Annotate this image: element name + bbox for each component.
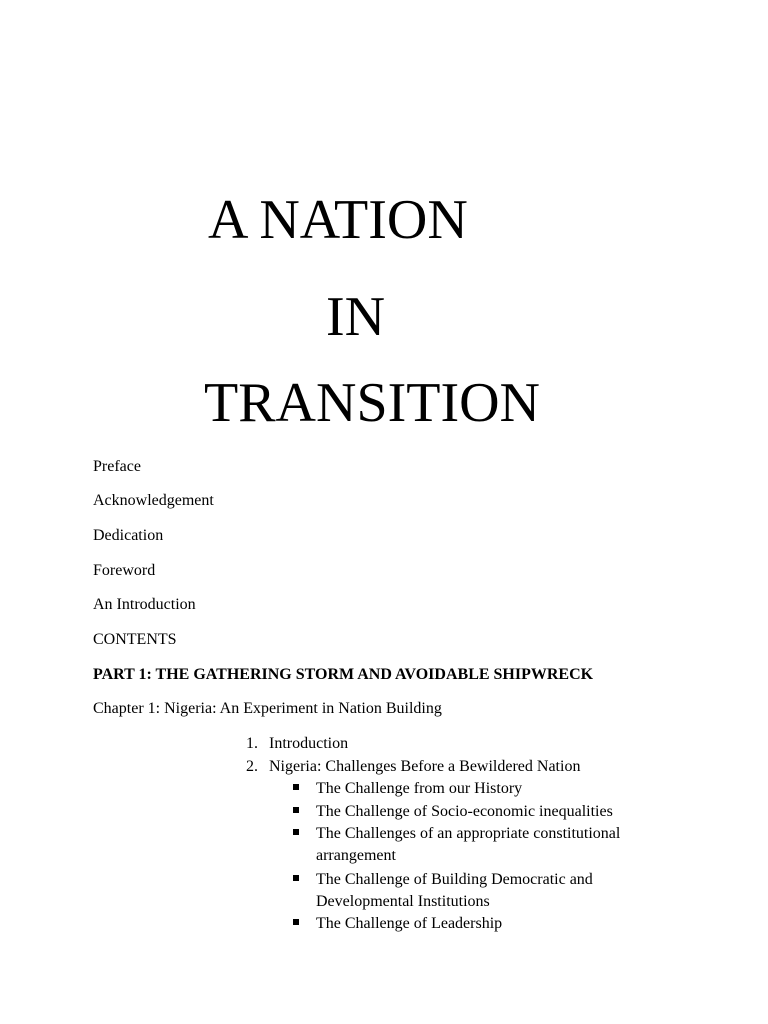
title-line-1: A NATION (208, 189, 468, 251)
bullet-text: The Challenge of Building Democratic and Developmental Institutions (316, 871, 593, 910)
square-bullet-icon (293, 807, 299, 813)
square-bullet-icon (293, 875, 299, 881)
bullet-item-4 (293, 869, 638, 913)
front-matter-contents: CONTENTS (93, 631, 177, 648)
front-matter-acknowledgement: Acknowledgement (93, 492, 214, 509)
square-bullet-icon (293, 919, 299, 925)
bullet-text: The Challenges of an appropriate constitutional arrangement (316, 825, 621, 864)
front-matter-introduction: An Introduction (93, 596, 196, 613)
title-line-3: TRANSITION (204, 372, 540, 434)
front-matter-dedication: Dedication (93, 527, 164, 544)
bullet-text: The Challenge of Leadership (316, 915, 503, 932)
square-bullet-icon (293, 829, 299, 835)
chapter-heading: Chapter 1: Nigeria: An Experiment in Nation Building (93, 700, 442, 717)
item-text: Nigeria: Challenges Before a Bewildered Nation (269, 758, 581, 775)
bullet-item-2 (293, 801, 673, 823)
front-matter-preface: Preface (93, 458, 141, 475)
bullet-text: The Challenge from our History (316, 780, 523, 797)
item-text: Introduction (269, 735, 349, 752)
item-number: 1. (246, 735, 258, 752)
title-line-2: IN (326, 286, 386, 348)
bullet-item-3 (293, 823, 663, 867)
item-number: 2. (246, 758, 258, 775)
part-heading: PART 1: THE GATHERING STORM AND AVOIDABLE SHIPWRECK (93, 666, 594, 683)
square-bullet-icon (293, 784, 299, 790)
front-matter-foreword: Foreword (93, 562, 156, 579)
bullet-item-5 (293, 913, 673, 935)
bullet-text: The Challenge of Socio-economic inequalities (316, 803, 613, 820)
bullet-item-1 (293, 778, 673, 800)
